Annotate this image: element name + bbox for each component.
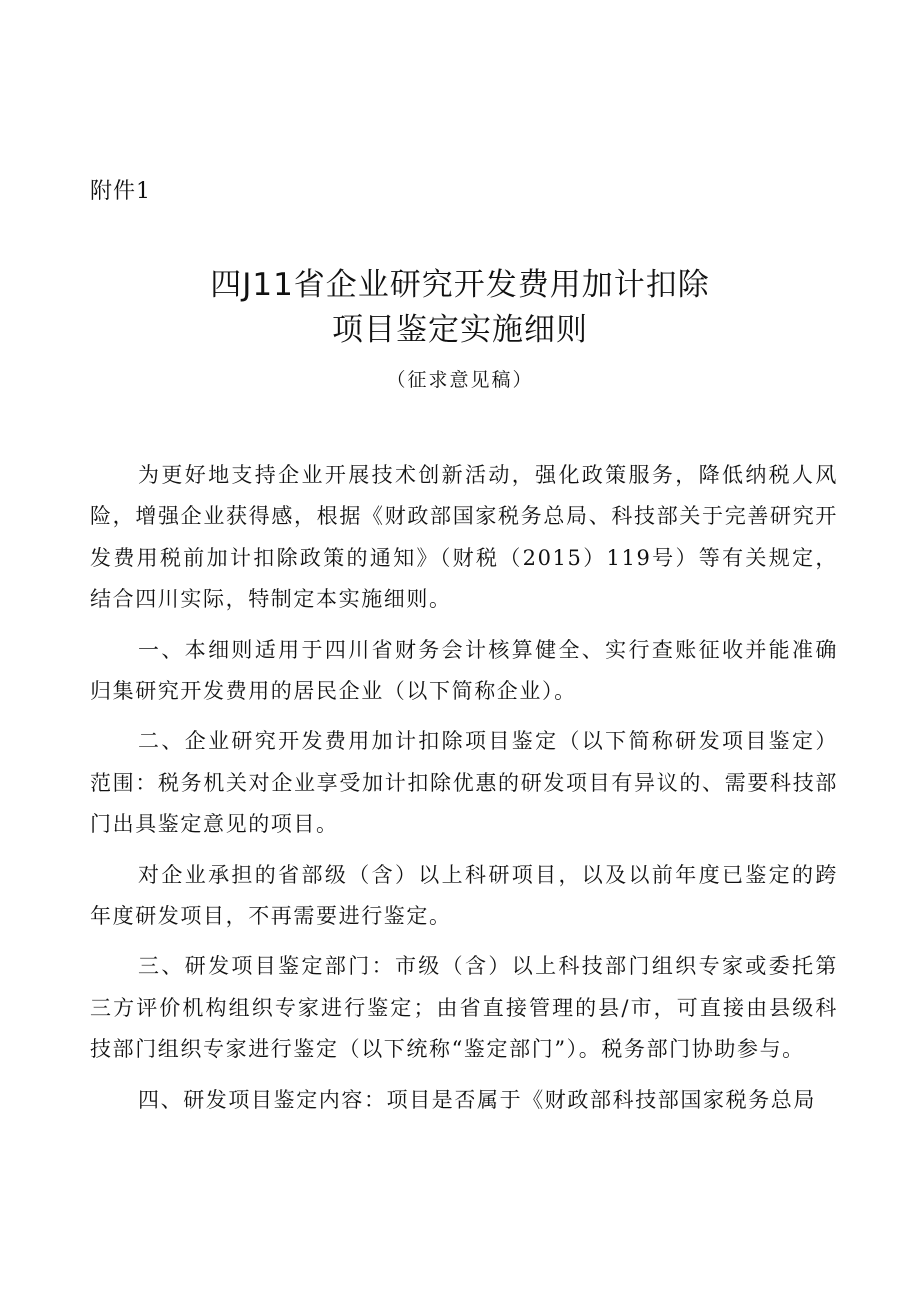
paragraph-article-3: 三、研发项目鉴定部门：市级（含）以上科技部门组织专家或委托第三方评价机构组织专家进行鉴定；由省直接管理的县/市，可直接由县级科技部门组织专家进行鉴定（以下统称“鉴定部门”）。税务部门协助参与。: [90, 954, 838, 1062]
document-title-line-1: 四J11省企业研究开发费用加计扣除: [210, 267, 710, 303]
document-body: [90, 455, 838, 1130]
document-title-line-2: 项目鉴定实施细则: [332, 312, 588, 348]
paragraph-article-4: 四、研发项目鉴定内容：项目是否属于《财政部科技部国家税务总局: [138, 1087, 816, 1112]
attachment-label: 附件1: [90, 179, 151, 204]
paragraph-intro: 为更好地支持企业开展技术创新活动，强化政策服务，降低纳税人风险，增强企业获得感，根据《财政部国家税务总局、科技部关于完善研究开发费用税前加计扣除政策的通知》（财税（2015）119号）等有关规定，结合四川实际，特制定本实施细则。: [90, 463, 838, 612]
paragraph-article-2: 二、企业研究开发费用加计扣除项目鉴定（以下简称研发项目鉴定）范围：税务机关对企业享受加计扣除优惠的研发项目有异议的、需要科技部门出具鉴定意见的项目。: [90, 729, 838, 837]
document-subtitle: （征求意见稿）: [386, 369, 534, 391]
paragraph-article-2-note: 对企业承担的省部级（含）以上科研项目，以及以前年度已鉴定的跨年度研发项目，不再需要进行鉴定。: [90, 862, 838, 929]
paragraph-article-1: 一、本细则适用于四川省财务会计核算健全、实行查账征收并能准确归集研究开发费用的居民企业（以下简称企业）。: [90, 637, 838, 704]
